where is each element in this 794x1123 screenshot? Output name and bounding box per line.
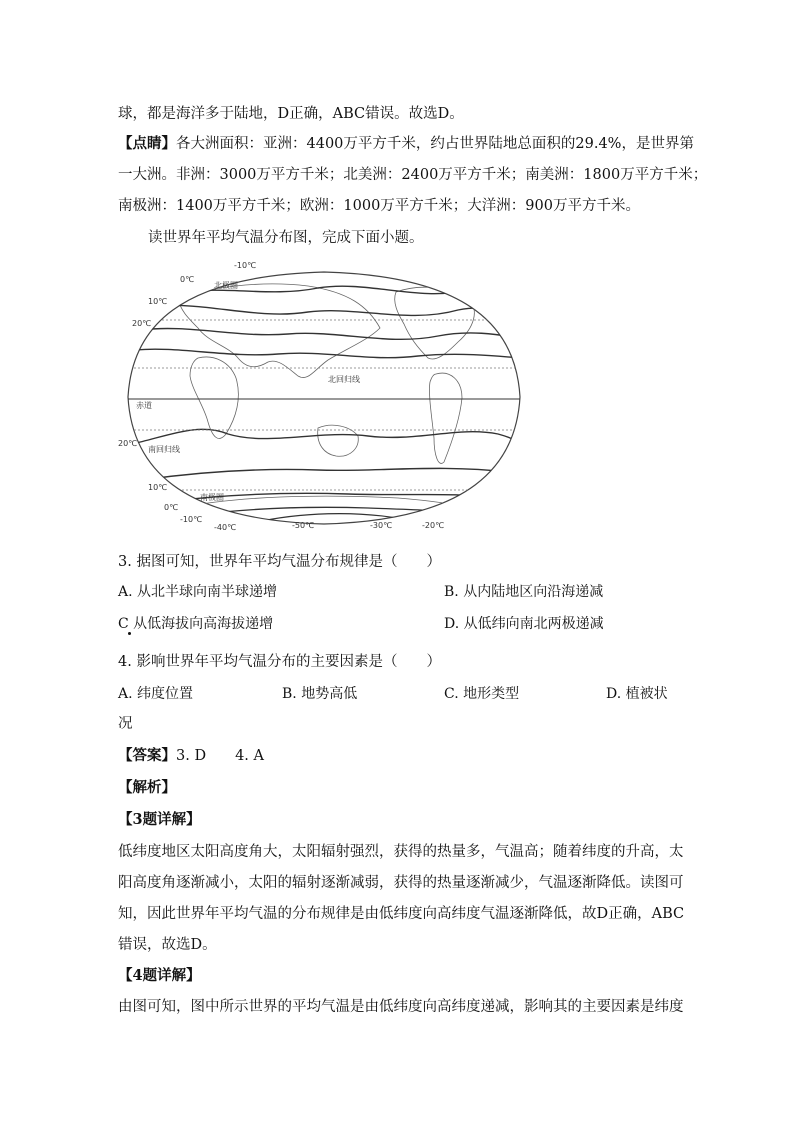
q3-option-c: C 从低海拔向高海拔递增 [118,616,274,632]
detail-4-label: 【4题详解】 [118,967,201,984]
q4-option-d-continued: 况 [118,716,133,732]
analysis-label: 【解析】 [118,779,176,796]
label-minus10-sw: -10℃ [180,515,203,524]
label-arctic-circle: 北极圈 [214,281,238,290]
prev-answer-line: 球，都是海洋多于陆地，D正确，ABC错误。故选D。 [118,106,464,122]
detail-3-line-4: 错误，故选D。 [118,937,217,953]
emphasis-dot [128,632,131,635]
answer-text: 3. D 4. A [176,748,264,764]
tip-line-2: 一大洲。非洲：3000万平方千米；北美洲：2400万平方千米；南美洲：1800万平方千米； [118,167,708,183]
q4-option-c: C. 地形类型 [444,686,520,702]
q3-stem: 3. 据图可知，世界年平均气温分布规律是（ ） [118,554,441,570]
detail-3-line-2: 阳高度角逐渐减小，太阳的辐射逐渐减弱，获得的热量逐渐减少，气温逐渐降低。读图可 [118,875,684,891]
label-minus20: -20℃ [422,521,445,530]
label-minus10-top: -10℃ [234,261,257,270]
q3-option-a: A. 从北半球向南半球递增 [118,584,278,600]
label-0-south: 0℃ [164,503,179,512]
label-20-south: 20℃ [118,439,138,448]
tip-label: 【点睛】 [118,135,176,152]
q4-stem: 4. 影响世界年平均气温分布的主要因素是（ ） [118,654,441,670]
label-20-left: 20℃ [132,319,152,328]
label-minus30: -30℃ [370,521,393,530]
world-temperature-map [118,258,530,536]
answer-label: 【答案】 [118,747,176,764]
detail-3-line-1: 低纬度地区太阳高度角大，太阳辐射强烈，获得的热量多，气温高；随着纬度的升高，太 [118,844,684,860]
tip-line-1 [118,134,694,154]
label-equator: 赤道 [136,401,152,410]
q4-option-d: D. 植被状 [606,686,668,702]
label-0-left: 0℃ [180,275,195,284]
q3-option-b: B. 从内陆地区向沿海递减 [444,584,604,600]
q4-option-a: A. 纬度位置 [118,686,194,702]
label-minus50: -50℃ [292,521,315,530]
label-minus40: -40℃ [214,523,237,532]
label-10-left: 10℃ [148,297,168,306]
tip-text: 各大洲面积：亚洲：4400万平方千米，约占世界陆地总面积的29.4%，是世界第 [176,136,694,152]
label-antarctic-circle: 南极圈 [200,493,224,502]
detail-3-label: 【3题详解】 [118,811,201,828]
label-tropic-capricorn: 南回归线 [148,445,180,454]
answer-line [118,746,264,766]
label-10-south: 10℃ [148,483,168,492]
detail-3-line-3: 知，因此世界年平均气温的分布规律是由低纬度向高纬度气温逐渐降低，故D正确，ABC [118,906,685,922]
tip-line-3: 南极洲：1400万平方千米；欧洲：1000万平方千米；大洋洲：900万平方千米。 [118,198,640,214]
detail-4-line-1: 由图可知，图中所示世界的平均气温是由低纬度向高纬度递减，影响其的主要因素是纬度 [118,999,684,1015]
intro-text: 读世界年平均气温分布图，完成下面小题。 [148,230,424,246]
q3-option-d: D. 从低纬向南北两极递减 [444,616,604,632]
label-tropic-cancer: 北回归线 [328,375,360,384]
q4-option-b: B. 地势高低 [282,686,358,702]
